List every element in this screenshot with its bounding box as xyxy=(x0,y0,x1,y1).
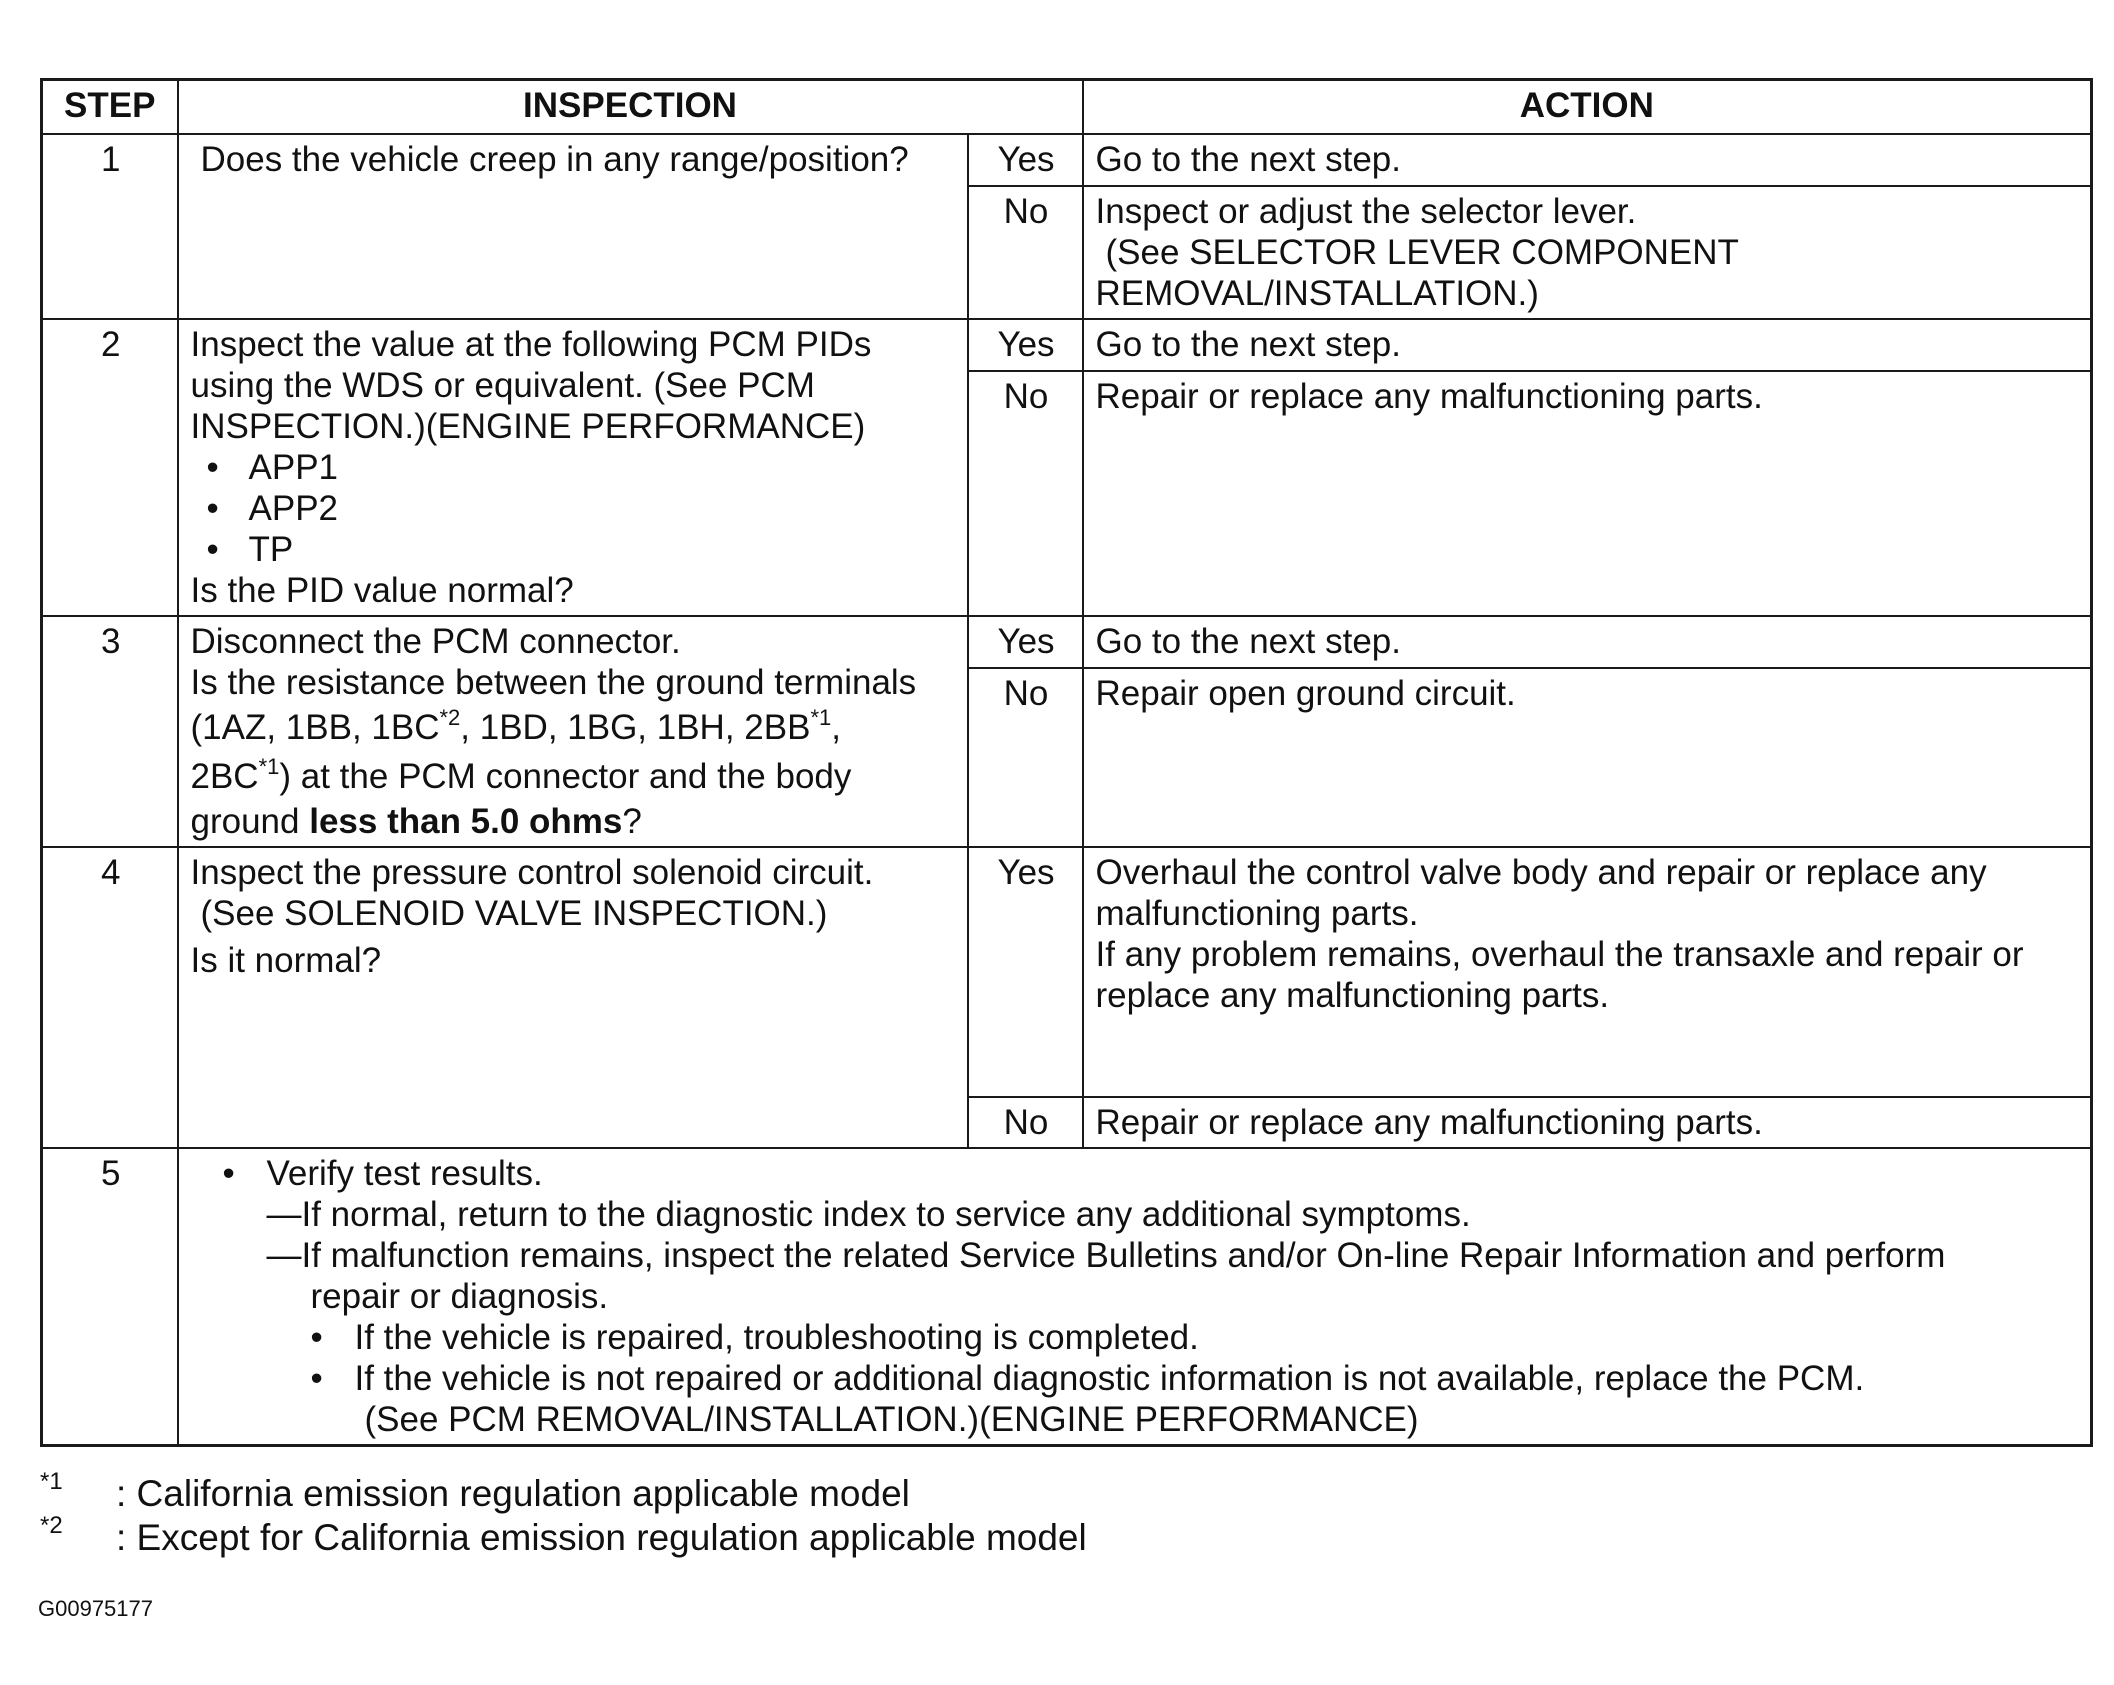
list-item: — If normal, return to the diagnostic index to service any additional symptoms. xyxy=(203,1194,2081,1235)
no-label: No xyxy=(968,371,1083,616)
action-cell: Go to the next step. xyxy=(1083,319,2092,371)
footnote xyxy=(40,1512,1087,1560)
terminal-list: (1AZ, 1BB, 1BC$^{*2}$, 1BD, 1BG, 1BH, 2BB$^{*1}$, xyxy=(190,705,841,747)
no-label: No xyxy=(968,668,1083,847)
yes-label: Yes xyxy=(968,319,1083,371)
action-cell: Go to the next step. xyxy=(1083,616,2092,668)
spec-value: less than 5.0 ohms xyxy=(309,802,623,841)
inspection-question: Is the PID value normal? xyxy=(190,571,574,610)
yes-label: Yes xyxy=(968,847,1083,1097)
step-number: 1 xyxy=(42,134,178,319)
action-cell: Repair open ground circuit. xyxy=(1083,668,2092,847)
list-item: • Verify test results. xyxy=(203,1153,2081,1194)
list-item: • If the vehicle is repaired, troubleshooting is completed. xyxy=(203,1317,2081,1358)
step-number: 5 xyxy=(42,1148,178,1446)
list-item-continuation: repair or diagnosis. xyxy=(310,1277,609,1316)
inspection-text: Is the resistance between the ground terminals xyxy=(190,663,917,702)
header-step: STEP xyxy=(42,80,178,135)
footnote-mark: *2 xyxy=(40,1512,63,1539)
no-label: No xyxy=(968,1097,1083,1148)
inspection-text: (See SOLENOID VALVE INSPECTION.) xyxy=(200,894,828,933)
inspection-text: Inspect the value at the following PCM PIDs xyxy=(190,325,872,364)
table-row xyxy=(42,616,2092,668)
inspection-question: Is it normal? xyxy=(190,941,382,980)
list-item: — If malfunction remains, inspect the related Service Bulletins and/or On-line Repair Information and perform xyxy=(203,1235,2081,1276)
list-item: • TP xyxy=(207,529,957,570)
action-cell xyxy=(1083,847,2092,1097)
table-row xyxy=(42,134,2092,186)
inspection-text: using the WDS or equivalent. (See PCM xyxy=(190,366,815,405)
step-number: 3 xyxy=(42,616,178,847)
footnote-text: : Except for California emission regulation applicable model xyxy=(116,1517,1087,1558)
action-cell: Go to the next step. xyxy=(1083,134,2092,186)
header-inspection: INSPECTION xyxy=(178,80,1083,135)
table-row xyxy=(42,847,2092,1097)
inspection-text: Does the vehicle creep in any range/position? xyxy=(200,140,909,179)
diagnostic-table xyxy=(40,78,2093,1447)
no-label: No xyxy=(968,186,1083,319)
action-text: Overhaul the control valve body and repair or replace any xyxy=(1095,853,1987,892)
action-text: malfunctioning parts. xyxy=(1095,894,1419,933)
list-item: • APP1 xyxy=(207,447,957,488)
verify-cell xyxy=(178,1148,2092,1446)
inspection-cell xyxy=(178,134,968,319)
footnote xyxy=(40,1468,1087,1516)
list-item: • APP2 xyxy=(207,488,957,529)
action-text: replace any malfunctioning parts. xyxy=(1095,976,1610,1015)
action-text: If any problem remains, overhaul the transaxle and repair or xyxy=(1095,935,2024,974)
footnotes xyxy=(40,1468,1087,1560)
footnote-text: : California emission regulation applicable model xyxy=(116,1473,910,1514)
action-cell: Repair or replace any malfunctioning parts. xyxy=(1083,371,2092,616)
inspection-text: Inspect the pressure control solenoid circuit. xyxy=(190,853,874,892)
table-header-row xyxy=(42,80,2092,135)
action-cell: Repair or replace any malfunctioning parts. xyxy=(1083,1097,2092,1148)
pid-list xyxy=(191,447,957,570)
action-text: Inspect or adjust the selector lever. xyxy=(1095,192,1637,231)
yes-label: Yes xyxy=(968,134,1083,186)
inspection-cell xyxy=(178,616,968,847)
table-row xyxy=(42,1148,2092,1446)
inspection-question: ground less than 5.0 ohms? xyxy=(190,802,642,841)
figure-id: G00975177 xyxy=(38,1596,153,1621)
inspection-cell xyxy=(178,847,968,1148)
action-cell xyxy=(1083,186,2092,319)
header-action: ACTION xyxy=(1083,80,2092,135)
table-row xyxy=(42,319,2092,371)
action-text: (See SELECTOR LEVER COMPONENT xyxy=(1105,233,1739,272)
inspection-cell xyxy=(178,319,968,616)
step-number: 2 xyxy=(42,319,178,616)
list-item-continuation: (See PCM REMOVAL/INSTALLATION.)(ENGINE PERFORMANCE) xyxy=(364,1400,1419,1439)
footnote-mark: *1 xyxy=(40,1468,63,1495)
inspection-text: Disconnect the PCM connector. xyxy=(190,622,681,661)
step-number: 4 xyxy=(42,847,178,1148)
list-item: • If the vehicle is not repaired or additional diagnostic information is not available, replace the PCM. xyxy=(203,1358,2081,1399)
inspection-text: INSPECTION.)(ENGINE PERFORMANCE) xyxy=(190,407,866,446)
action-text: REMOVAL/INSTALLATION.) xyxy=(1095,274,1539,313)
terminal-list: 2BC$^{*1}$) at the PCM connector and the body xyxy=(190,754,852,796)
yes-label: Yes xyxy=(968,616,1083,668)
